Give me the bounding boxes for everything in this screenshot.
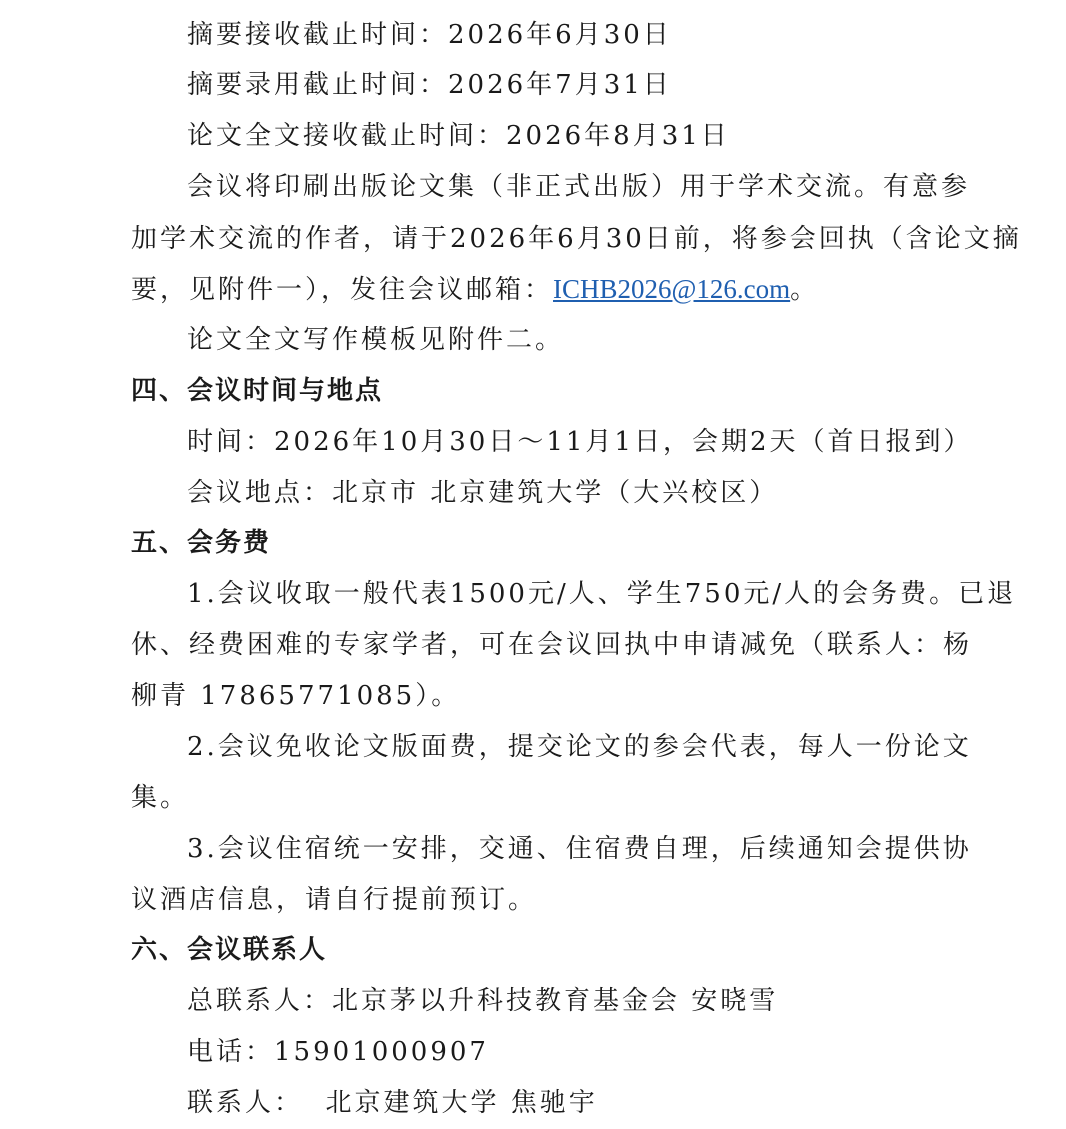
section-5-heading: 五、会务费: [131, 528, 272, 558]
abstract-acceptance-deadline: 摘要录用截止时间：2026年7月31日: [187, 70, 672, 100]
fee-item-2-line-1: 2.会议免收论文版面费，提交论文的参会代表，每人一份论文: [187, 732, 972, 762]
main-contact: 总联系人：北京茅以升科技教育基金会 安晓雪: [187, 986, 779, 1016]
fullpaper-submission-deadline: 论文全文接收截止时间：2026年8月31日: [187, 121, 730, 151]
section-6-heading: 六、会议联系人: [131, 935, 328, 965]
conference-email-link[interactable]: ICHB2026@126.com: [553, 274, 791, 304]
template-note: 论文全文写作模板见附件二。: [187, 325, 565, 355]
fee-item-1-line-3: 柳青 17865771085）。: [131, 681, 461, 711]
abstract-submission-deadline: 摘要接收截止时间：2026年6月30日: [187, 20, 672, 50]
section-4-heading: 四、会议时间与地点: [131, 376, 384, 406]
conference-time: 时间：2026年10月30日～11月1日，会期2天（首日报到）: [187, 427, 973, 457]
proceedings-line-3-prefix: 要，见附件一），发往会议邮箱：: [131, 275, 554, 305]
fee-item-2-line-2: 集。: [131, 783, 190, 813]
fee-item-1-line-2: 休、经费困难的专家学者，可在会议回执中申请减免（联系人：杨: [131, 630, 973, 660]
fee-item-1-line-1: 1.会议收取一般代表1500元/人、学生750元/人的会务费。已退: [187, 579, 1017, 609]
fee-item-3-line-1: 3.会议住宿统一安排，交通、住宿费自理，后续通知会提供协: [187, 834, 972, 864]
proceedings-paragraph-line-2: 加学术交流的作者，请于2026年6月30日前，将参会回执（含论文摘: [131, 224, 1022, 254]
conference-venue: 会议地点：北京市 北京建筑大学（大兴校区）: [187, 478, 779, 508]
fee-item-3-line-2: 议酒店信息，请自行提前预订。: [131, 885, 538, 915]
proceedings-paragraph-line-1: 会议将印刷出版论文集（非正式出版）用于学术交流。有意参: [187, 172, 971, 202]
proceedings-line-3-suffix: 。: [790, 275, 820, 305]
contact-phone: 电话：15901000907: [187, 1037, 489, 1067]
proceedings-paragraph-line-3: [0, 264, 1066, 315]
secondary-contact: 联系人： 北京建筑大学 焦驰宇: [187, 1088, 598, 1118]
